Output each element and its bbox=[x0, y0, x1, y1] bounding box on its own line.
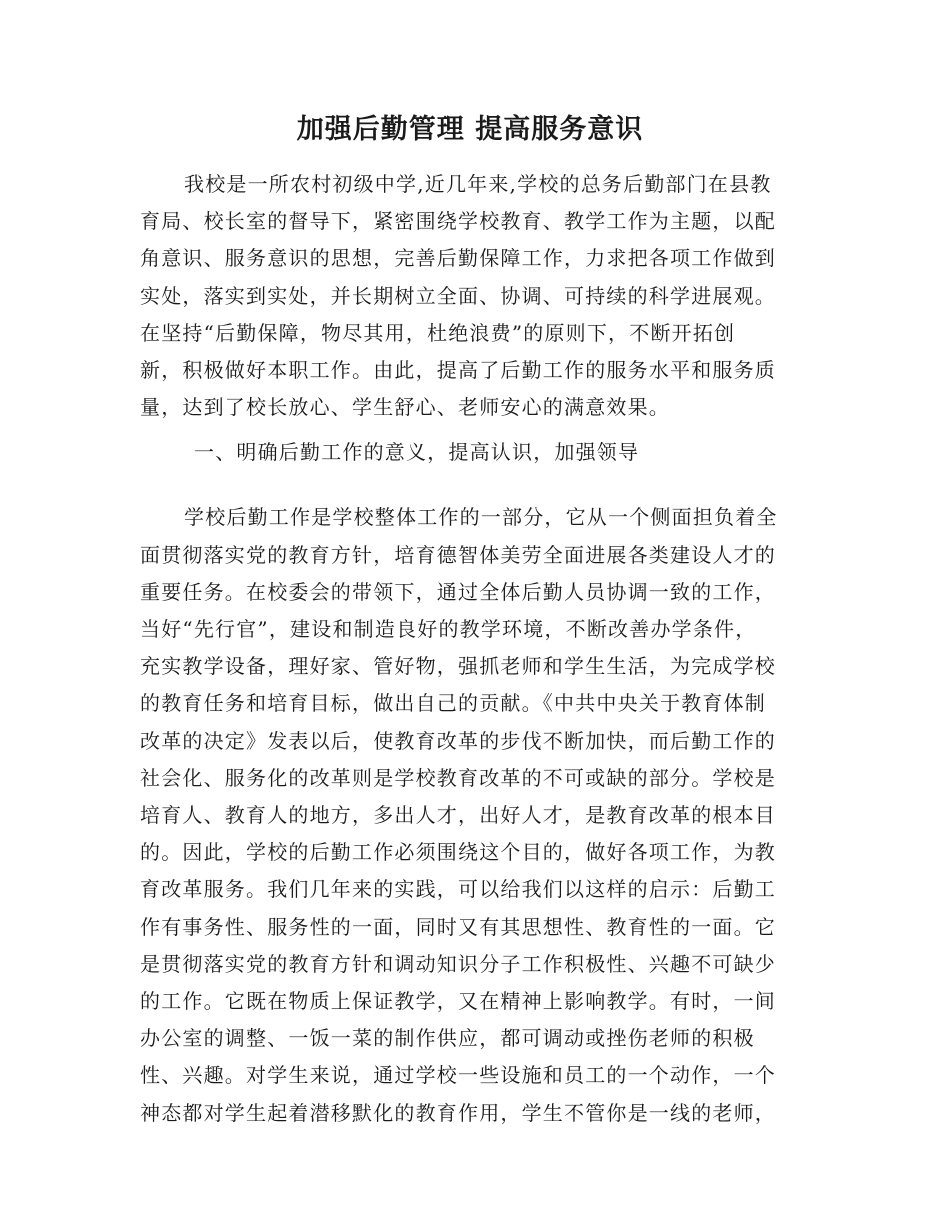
intro-paragraph bbox=[140, 166, 800, 426]
paragraph-line: 重要任务。在校委会的带领下，通过全体后勤人员协调一致的工作， bbox=[140, 579, 776, 604]
paragraph-line: 改革的决定》发表以后，使教育改革的步伐不断加快，而后勤工作的 bbox=[140, 728, 776, 753]
section-paragraph bbox=[140, 499, 800, 1131]
paragraph-line: 的工作。它既在物质上保证教学，又在精神上影响教学。有时，一间 bbox=[140, 989, 776, 1014]
document-title: 加强后勤管理 提高服务意识 bbox=[296, 114, 644, 145]
paragraph-line: 作有事务性、服务性的一面，同时又有其思想性、教育性的一面。它 bbox=[140, 914, 776, 939]
paragraph-line: 社会化、服务化的改革则是学校教育改革的不可或缺的部分。学校是 bbox=[140, 765, 776, 790]
paragraph-line: 性、兴趣。对学生来说，通过学校一些设施和员工的一个动作，一个 bbox=[140, 1063, 776, 1088]
paragraph-line: 的。因此，学校的后勤工作必须围绕这个目的，做好各项工作，为教 bbox=[140, 840, 776, 865]
paragraph-line: 面贯彻落实党的教育方针，培育德智体美劳全面进展各类建设人才的 bbox=[140, 542, 776, 567]
document-page bbox=[140, 108, 800, 1132]
paragraph-line: 育局、校长室的督导下，紧密围绕学校教育、教学工作为主题，以配 bbox=[140, 209, 776, 234]
paragraph-line: 神态都对学生起着潜移默化的教育作用，学生不管你是一线的老师， bbox=[140, 1100, 776, 1125]
paragraph-line: 培育人、教育人的地方，多出人才，出好人才，是教育改革的根本目 bbox=[140, 803, 776, 828]
paragraph-line: 是贯彻落实党的教育方针和调动知识分子工作积极性、兴趣不可缺少 bbox=[140, 951, 776, 976]
paragraph-line: 在坚持“后勤保障，物尽其用，杜绝浪费”的原则下，不断开拓创 bbox=[140, 320, 736, 345]
paragraph-line: 我校是一所农村初级中学,近几年来,学校的总务后勤部门在县教 bbox=[184, 172, 772, 196]
paragraph-line: 当好“先行官”，建设和制造良好的教学环境，不断改善办学条件， bbox=[140, 617, 757, 642]
paragraph-line: 的教育任务和培育目标，做出自己的贡献。《中共中央关于教育体制 bbox=[140, 691, 766, 716]
paragraph-line: 实处，落实到实处，并长期树立全面、协调、可持续的科学进展观。 bbox=[140, 283, 776, 308]
paragraph-line: 充实教学设备，理好家、管好物，强抓老师和学生生活，为完成学校 bbox=[140, 654, 776, 679]
paragraph-line: 办公室的调整、一饭一菜的制作供应，都可调动或挫伤老师的积极 bbox=[140, 1026, 755, 1051]
paragraph-line: 角意识、服务意识的思想，完善后勤保障工作，力求把各项工作做到 bbox=[140, 246, 776, 271]
paragraph-line: 学校后勤工作是学校整体工作的一部分，它从一个侧面担负着全 bbox=[184, 505, 778, 530]
paragraph-line: 新，积极做好本职工作。由此，提高了后勤工作的服务水平和服务质 bbox=[140, 358, 776, 383]
paragraph-line: 育改革服务。我们几年来的实践，可以给我们以这样的启示：后勤工 bbox=[140, 877, 776, 902]
paragraph-line: 量，达到了校长放心、学生舒心、老师安心的满意效果。 bbox=[140, 395, 670, 420]
section-heading: 一、明确后勤工作的意义，提高认识，加强领导 bbox=[194, 440, 640, 465]
